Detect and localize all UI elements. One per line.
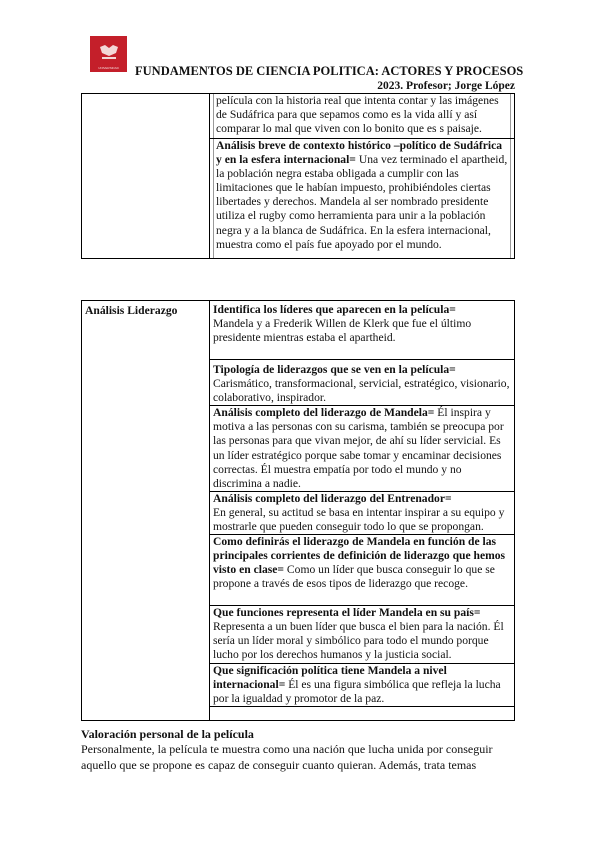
coach-analysis-question: Análisis completo del liderazgo del Entrenador= <box>213 491 452 505</box>
context-block <box>213 139 511 258</box>
coach-analysis-cell <box>210 491 515 534</box>
typology-question: Tipología de liderazgos que se ven en la película= <box>213 363 456 376</box>
table-row <box>82 94 515 139</box>
definition-question: Como definirás el liderazgo de Mandela en función de las principales corrientes de definición de liderazgo que hemos visto en clase= <box>213 535 506 577</box>
empty-left-cell <box>82 94 210 259</box>
section-label: Análisis Liderazgo <box>82 301 210 721</box>
significance-answer: Él es una figura simbólica que refleja la lucha por la igualdad y promotor de la paz. <box>213 677 501 705</box>
context-table <box>81 93 515 259</box>
valoracion-body: Personalmente, la película te muestra como una nación que lucha unida por conseguir aquello que se propone es capaz de conseguir cuanto quieran. Además, trata temas <box>81 742 493 772</box>
document-subtitle: 2023. Profesor; Jorge López <box>377 80 515 92</box>
context-cell <box>210 139 515 259</box>
typology-answer: Carismático, transformacional, servicial, estratégico, visionario, colaborativo, inspirador. <box>213 377 510 405</box>
coach-analysis-answer: En general, su actitud se basa en intentar inspirar a su equipo y mostrarle que pueden conseguir todo lo que se propongan. <box>213 505 505 534</box>
valoracion-title: Valoración personal de la película <box>81 727 254 741</box>
crest-icon <box>96 42 122 66</box>
university-logo <box>90 36 127 72</box>
mandela-analysis-answer: Él inspira y motiva a las personas con su carisma, también se preocupa por las personas para que vivan mejor, de ahí su líder servicial. Es un líder estratégico porque sabe tomar y encaminar decisiones correctas. Él muestra empatía por todo el mundo y no discrimina a nadie. <box>213 406 504 490</box>
context-text: Una vez terminado el apartheid, la población negra estaba obligada a cumplir con las limitaciones que le habían impuesto, prohibiéndoles ciertas libertades y derechos. Mandela al ser nombrado presidente utiliza el rugby como herramienta para unir a la población negra y a la blanca de Sudáfrica. En la esfera internacional, muestra como el país fue apoyado por el mundo. <box>216 153 508 251</box>
mandela-analysis-question: Análisis completo del liderazgo de Mandela= <box>213 406 435 420</box>
functions-cell <box>210 606 515 663</box>
empty-cell <box>210 706 515 720</box>
film-description-text: película con la historia real que intenta contar y las imágenes de Sudáfrica para que sepamos como es la vida allí y así comparar lo mal que viven con lo bonito que es s paisaje. <box>213 94 511 138</box>
significance-cell <box>210 663 515 706</box>
significance-question: Que significación política tiene Mandela a nivel internacional= <box>213 663 447 691</box>
typology-cell <box>210 360 515 406</box>
context-label: Análisis breve de contexto histórico –político de Sudáfrica y en la esfera internacional= <box>216 139 503 167</box>
definition-answer: Como un líder que busca conseguir lo que se propone a través de esos tipos de liderazgo que recoge. <box>213 563 495 591</box>
document-title: FUNDAMENTOS DE CIENCIA POLITICA: ACTORES Y PROCESOS <box>135 64 524 78</box>
functions-answer: Representa a un buen líder que busca el bien para la nación. Él sería un líder moral y simbólico para todo el mundo porque lucho por los derechos humanos y la justicia social. <box>213 620 504 662</box>
leaders-question: Identifica los líderes que aparecen en la película= <box>213 303 456 316</box>
definition-cell <box>210 535 515 606</box>
leadership-table <box>81 300 515 721</box>
logo-text: UNIVERSIDAD <box>98 66 119 70</box>
film-description-cell <box>210 94 515 139</box>
leaders-answer: Mandela y a Frederik Willen de Klerk que fue el último presidente mientras estaba el apartheid. <box>213 317 472 345</box>
mandela-analysis-cell <box>210 406 515 492</box>
leaders-cell <box>210 301 515 360</box>
functions-question: Que funciones representa el líder Mandela en su país= <box>213 606 481 620</box>
table-row <box>82 301 515 360</box>
